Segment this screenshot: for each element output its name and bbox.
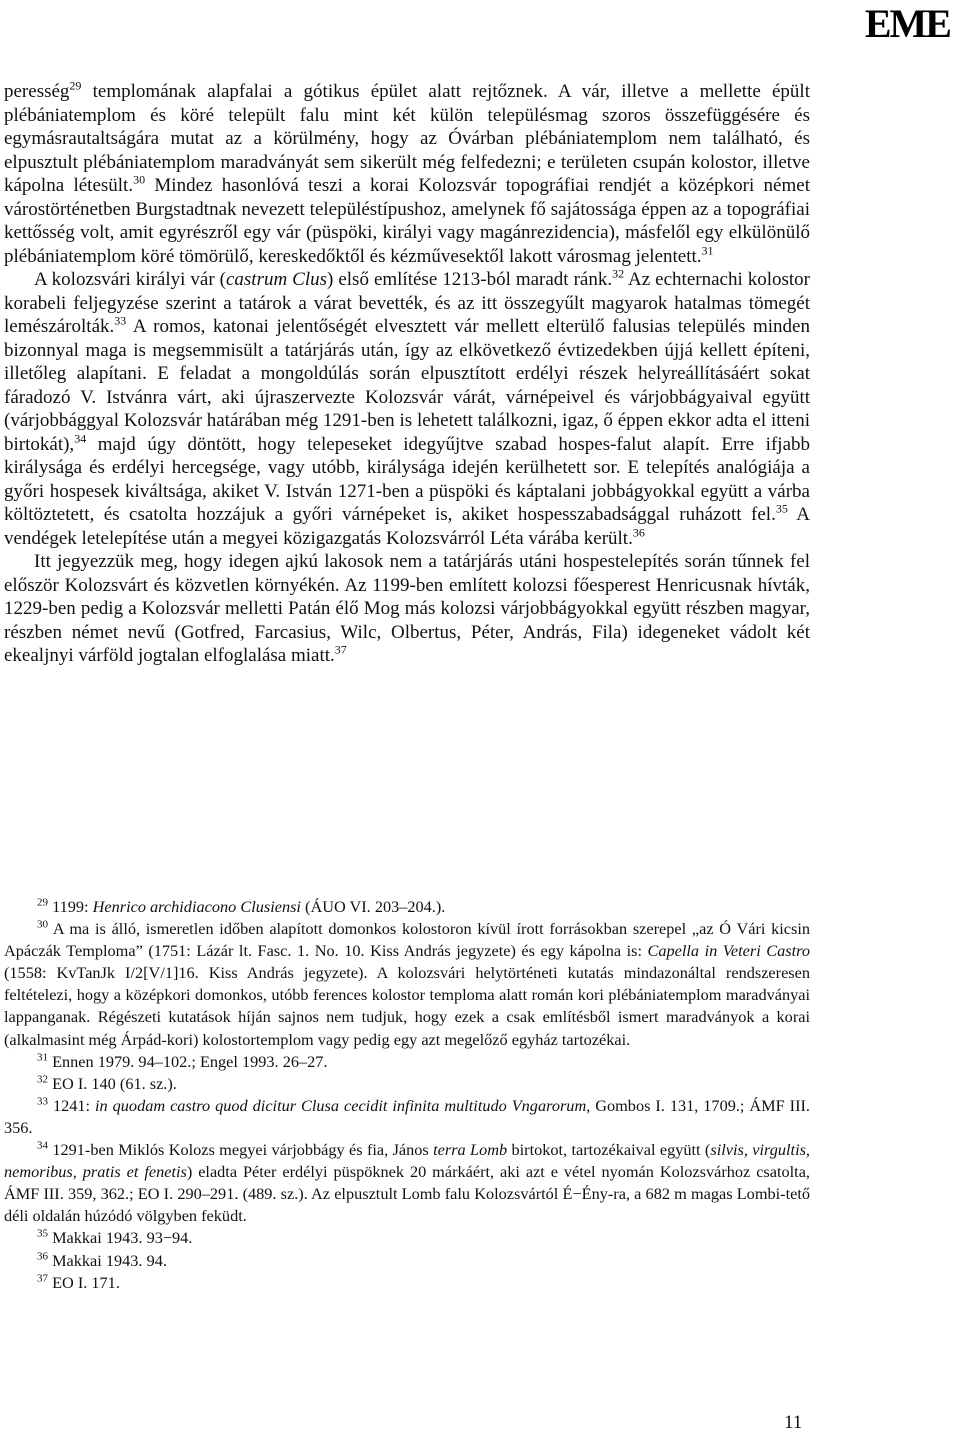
footnote-34: $^{34}$ 1291-ben Miklós Kolozs megyei várjobbágy és fia, János terra Lomb birtokot, tartozékaival együtt (silvis, virgultis, nemoribus, pratis et fenetis) eladta Péter erdélyi püspöknek 20 márkáért, aki azt e vétel nyomán Kolozsvárhoz csatolta, ÁMF III. 359, 362.; EO I. 290–291. (489. sz.). Az elpusztult Lomb falu Kolozsvártól É−Ény-ra, a 682 m magas Lombi-tető déli oldalán húzódó völgyben feküdt. (4, 1139, 810, 1226)
footnote-ref-36[interactable]: 36 (632, 525, 645, 540)
footnote-ref-35[interactable]: 35 (775, 501, 788, 516)
footnote-31: $^{31}$ Ennen 1979. 94–102.; Engel 1993. 26–27. (37, 1051, 328, 1071)
footnote-ref-33[interactable]: 33 (114, 313, 127, 328)
footnote-37: $^{37}$ EO I. 171. (37, 1272, 120, 1292)
footnote-ref-34[interactable]: 34 (74, 431, 87, 446)
footnote-ref-29[interactable]: 29 (69, 78, 82, 93)
paragraph-3: Itt jegyezzük meg, hogy idegen ajkú lakosok nem a tatárjárás utáni hospestelepítés során tűnnek fel először Kolozsvárt és közvetlen környékén. Az 1199-ben említett kolozsi főesperest Henricusnak hívták, 1229-ben pedig a Kolozsvár melletti Patán élő Mog más kolozsi várjobbágyokkal együtt részben magyar, részben német nevű (Gotfred, Farcasius, Wilc, Olbertus, Péter, András, Fila) idegeneket vádolt két ekealjnyi várföld jogtalan elfoglalása miatt.$^{37}$ (4, 551, 810, 666)
footnote-ref-37[interactable]: 37 (334, 642, 347, 657)
footnote-33: $^{33}$ 1241: in quodam castro quod dicitur Clusa cecidit infinita multitudo Vngarorum, Gombos I. 131, 1709.; ÁMF III. 356. (4, 1095, 810, 1137)
body-text (4, 80, 810, 668)
footnote-29: $^{29}$ 1199: Henrico archidiacono Clusiensi (ÁUO VI. 203–204.). (37, 896, 446, 916)
paragraph-1: peresség$^{29}$ templomának alapfalai a gótikus épület alatt rejtőznek. A vár, illetve a mellette épült plébániatemplom és köré települt falu mint két külön településmag szoros összefüggésére és egymásrautaltságára mutat az a körülmény, hogy az Óvárban plébániatemplom nem található, és elpusztult plébániatemplom maradványát sem sikerült még felfedezni; e területen csupán kolostor, illetve kápolna létesült.$^{30}$ Mindez hasonlóvá teszi a korai Kolozsvár topográfiai rendjét a középkori német várostörténetben Burgstadtnak nevezett településtípushoz, amelynek fő sajátossága éppen az a topográfiai kettősség volt, amit egyrészről egy vár (püspöki, királyi vagy magánrezidencia), másfelől egy elkülönülő plébániatemplom köré tömörülő, kereskedőktől és kézművesektől lakott városmag jelentett.$^{31}$ (4, 78, 810, 267)
paragraph-2: A kolozsvári királyi vár (castrum Clus) első említése 1213-ból maradt ránk.$^{32}$ Az echternachi kolostor korabeli feljegyzése szerint a tatárok a várat bevették, és az itt összegyűlt magyarok hatalmas tömegét lemészárolták.$^{33}$ A romos, katonai jelentőségét elvesztett vár mellett elterülő falusias település minden bizonnyal maga is megsemmisült a tatárjárás után, így az elkövetkező évtizedekben újjá kellett építeni, illetőleg alapítani. E feladat a mongoldúlás során elpusztított erdélyi részek helyreállításáért sokat fáradozó V. Istvánra várt, aki újraszervezte Kolozsvár várát, várnépeivel és várjobbágyaival együtt (várjobbággyal Kolozsvár határában még 1291-ben is lehetett találkozni, igaz, ő éppen ekkor adta el itteni birtokát),$^{34}$ majd úgy döntött, hogy telepeseket idegyűjtve szabad hospes-falut alapít. Erre ifjabb királysága és erdélyi hercegsége, vagy utóbb, királysága idején kerülhetett sor. E telepítés analógiája a győri hospesek kiváltsága, akiket V. István 1271-ben a püspöki és káptalani jobbágyokkal együtt a várba költöztetett, és csatolta hozzájuk a győri várnépeket is, akiket hospesszabadsággal ruházott fel.$^{35}$ A vendégek letelepítése után a megyei közigazgatás Kolozsvárról Léta várába került.$^{36}$ (4, 266, 810, 549)
footnote-30: $^{30}$ A ma is álló, ismeretlen időben alapított domonkos kolostoron kívül írott forrásokban szerepel „az Ó Vári kicsin Apáczák Temploma” (1751: Lázár lt. Fasc. 1. No. 10. Kiss András jegyzete) és egy kápolna is: Capella in Veteri Castro (1558: KvTanJk I/2[V/1]16. Kiss András jegyzete). A kolozsvári helytörténeti kutatás mindazonáltal rendszeresen feltételezi, hogy a középkori domonkos, utóbb ferences kolostor temploma alatt román kori plébániatemplom maradványai lappanganak. Régészeti kutatások híján sajnos nem tudjuk, hogy ezek a csak említésből ismert maradványok a korai (alkalmasint még Árpád-kori) kolostortemplom vagy pedig egy azt megelőző egyház tartozékai. (4, 918, 810, 1049)
footnote-32: $^{32}$ EO I. 140 (61. sz.). (37, 1073, 177, 1093)
footnote-ref-32[interactable]: 32 (612, 266, 625, 281)
publisher-logo: EME (864, 1, 950, 46)
page-number: 11 (784, 1412, 803, 1433)
footnotes (4, 896, 810, 1294)
footnote-36: $^{36}$ Makkai 1943. 94. (37, 1250, 167, 1270)
footnote-ref-30[interactable]: 30 (133, 172, 146, 187)
footnote-35: $^{35}$ Makkai 1943. 93−94. (37, 1227, 193, 1248)
footnote-ref-31[interactable]: 31 (701, 243, 714, 258)
